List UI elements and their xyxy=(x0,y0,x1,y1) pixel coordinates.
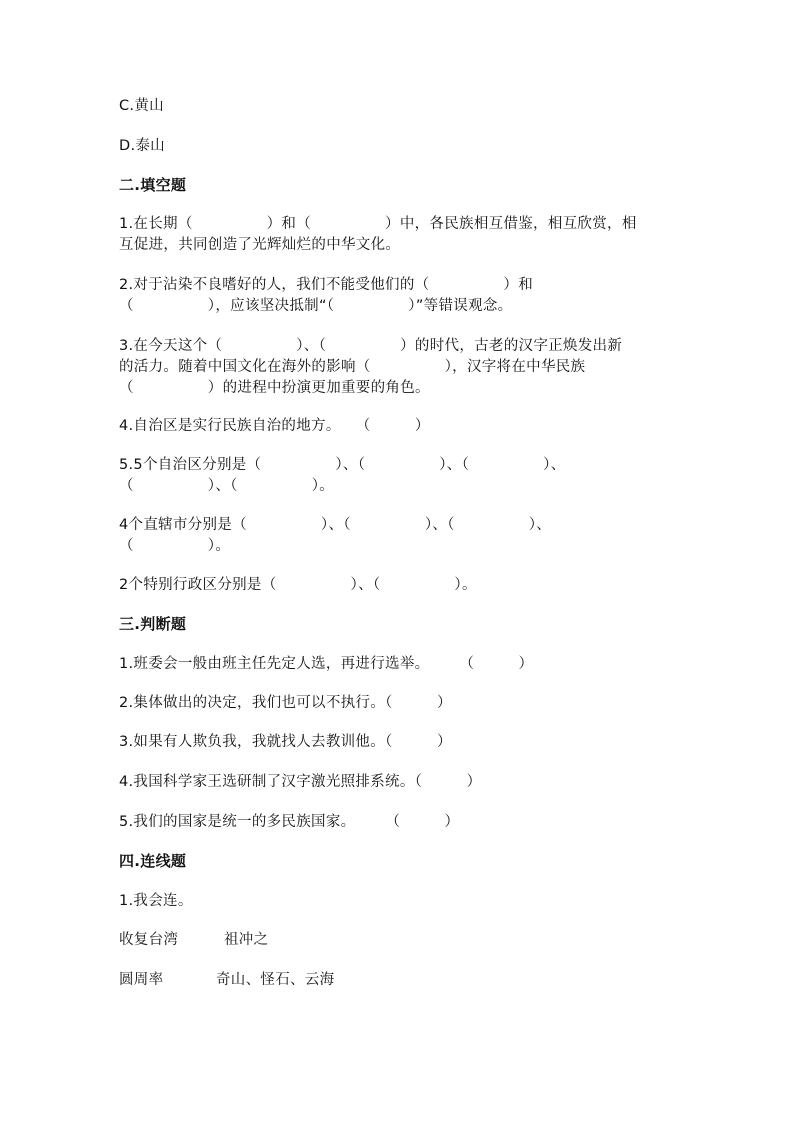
section-heading-fill-blank: 二.填空题 xyxy=(119,176,187,194)
option-d: D.泰山 xyxy=(119,138,165,154)
question-text: 的活力。随着中国文化在海外的影响（ ），汉字将在中华民族 xyxy=(119,359,586,375)
question-text: 互促进，共同创造了光辉灿烂的中华文化。 xyxy=(119,237,401,253)
option-c: C.黄山 xyxy=(119,98,164,114)
match-left-item: 圆周率 xyxy=(119,972,164,988)
question-text: 1.在长期（ ）和（ ）中，各民族相互借鉴，相互欣赏，相 xyxy=(119,216,637,232)
match-left-item: 收复台湾 xyxy=(119,932,179,948)
question-text: 3.如果有人欺负我，我就找人去教训他。（ ） xyxy=(119,734,452,750)
question-text: 4.自治区是实行民族自治的地方。 （ ） xyxy=(119,418,430,434)
question-text: 2个特别行政区分别是（ ）、（ ）。 xyxy=(119,577,477,593)
match-right-item: 奇山、怪石、云海 xyxy=(216,972,335,988)
question-text: （ ），应该坚决抵制“（ ）”等错误观念。 xyxy=(119,298,513,314)
question-text: （ ）的进程中扮演更加重要的角色。 xyxy=(119,380,430,396)
question-text: 1.班委会一般由班主任先定人选，再进行选举。 （ ） xyxy=(119,656,534,672)
question-text: （ ）、（ ）。 xyxy=(119,478,335,494)
section-heading-matching: 四.连线题 xyxy=(119,852,187,870)
question-text: 2.对于沾染不良嗜好的人，我们不能受他们的（ ）和 xyxy=(119,277,534,293)
question-text: （ ）。 xyxy=(119,538,231,554)
section-heading-true-false: 三.判断题 xyxy=(119,615,187,633)
question-text: 5.我们的国家是统一的多民族国家。 （ ） xyxy=(119,814,460,830)
question-text: 2.集体做出的决定，我们也可以不执行。（ ） xyxy=(119,695,452,711)
question-text: 5.5个自治区分别是（ ）、（ ）、（ ）、 xyxy=(119,457,566,473)
question-text: 3.在今天这个（ ）、（ ）的时代，古老的汉字正焕发出新 xyxy=(119,338,623,354)
question-text: 1.我会连。 xyxy=(119,893,193,909)
question-text: 4个直辖市分别是（ ）、（ ）、（ ）、 xyxy=(119,517,552,533)
match-right-item: 祖冲之 xyxy=(224,932,269,948)
question-text: 4.我国科学家王选研制了汉字激光照排系统。（ ） xyxy=(119,774,482,790)
